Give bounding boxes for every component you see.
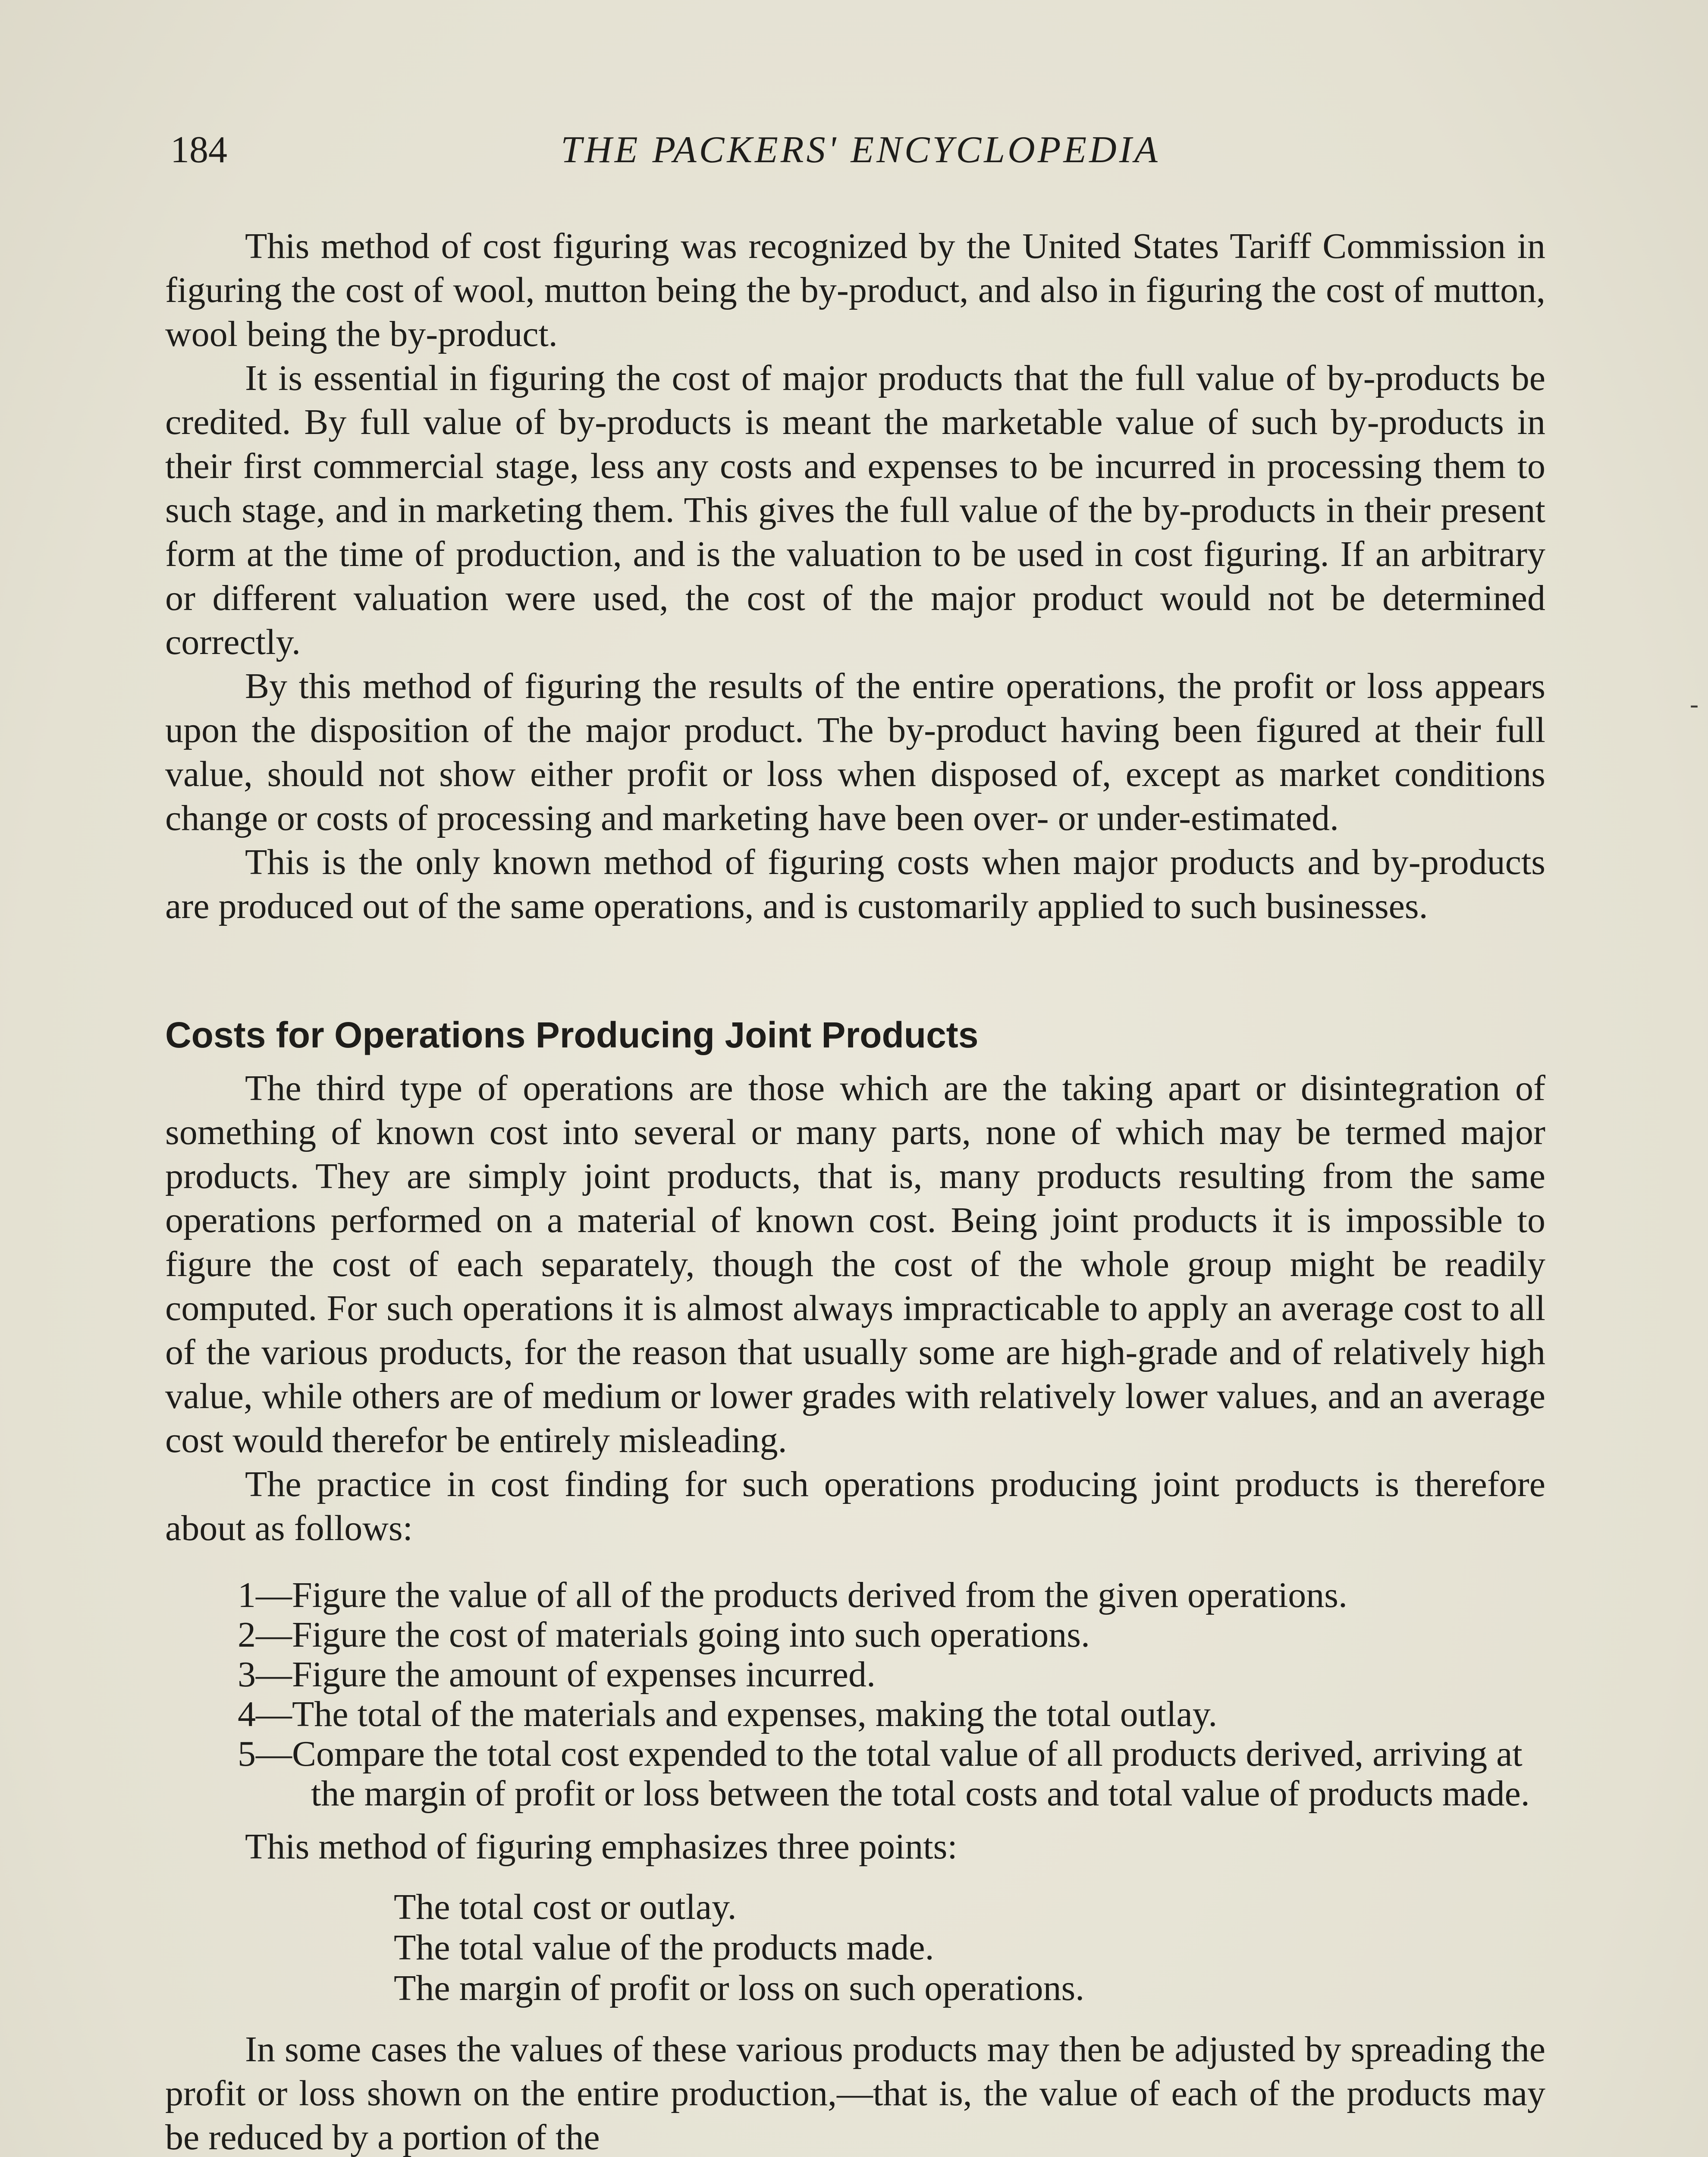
- paragraph-tariff-commission: This method of cost figuring was recognized by the United States Tariff Commission in figuring the cost of wool, mutton being the by-product, and also in figuring the cost of mutton, wool being the by-product.: [165, 226, 1545, 354]
- margin-dot: -: [1690, 690, 1699, 718]
- list-item: 2—Figure the cost of materials going into such operations.: [238, 1615, 1090, 1655]
- paragraph-joint-products: The third type of operations are those which are the taking apart or disintegration of something of known cost into several or many parts, none of which may be termed major products. They are simply joint products, that is, many products resulting from the same operations performed on a material of known cost. Being joint products it is impossible to figure the cost of each separately, though the cost of the whole group might be readily computed. For such operations it is almost always impracticable to apply an average cost to all of the various products, for the reason that usually some are high-grade and of relatively high value, while others are of medium or lower grades with relatively lower values, and an average cost would therefor be entirely misleading.: [165, 1068, 1545, 1460]
- list-item: The total value of the products made.: [394, 1927, 934, 1968]
- three-points-list: [165, 1887, 1545, 2009]
- list-item: 5—Compare the total cost expended to the total value of all products derived, arriving at the margin of profit or loss between the total costs and total value of products made.: [238, 1734, 1530, 1814]
- list-item: The total cost or outlay.: [394, 1887, 737, 1927]
- paragraph-only-known-method: This is the only known method of figuring costs when major products and by-products are produced out of the same operations, and is customarily applied to such businesses.: [165, 842, 1545, 926]
- page-header: [170, 124, 1551, 180]
- list-item: The margin of profit or loss on such operations.: [394, 1968, 1085, 2008]
- three-points-lead-in: This method of figuring emphasizes three points:: [245, 1827, 958, 1867]
- paragraph-adjusted-values: In some cases the values of these various products may then be adjusted by spreading the profit or loss shown on the entire production,—that is, the value of each of the products may be reduced by a portion of the: [165, 2029, 1545, 2157]
- cost-steps-list: [165, 1575, 1545, 1814]
- section-heading: Costs for Operations Producing Joint Products: [165, 1015, 979, 1055]
- page-number: 184: [170, 129, 227, 171]
- page-body: [165, 224, 1545, 2157]
- list-item: 1—Figure the value of all of the products derived from the given operations.: [238, 1575, 1347, 1615]
- paragraph-full-value-by-products: It is essential in figuring the cost of major products that the full value of by-products be credited. By full value of by-products is meant the marketable value of such by-products in their first commercial stage, less any costs and expenses to be incurred in processing them to such stage, and in marketing them. This gives the full value of the by-products in their present form at the time of production, and is the valuation to be used in cost figuring. If an arbitrary or different valuation were used, the cost of the major product would not be determined correctly.: [165, 358, 1545, 662]
- list-item: 3—Figure the amount of expenses incurred.: [238, 1654, 876, 1695]
- list-item: 4—The total of the materials and expenses, making the total outlay.: [238, 1694, 1218, 1734]
- paragraph-profit-or-loss: By this method of figuring the results of the entire operations, the profit or loss appears upon the disposition of the major product. The by-product having been figured at their full value, should not show either profit or loss when disposed of, except as market conditions change or costs of processing and marketing have been over- or under-estimated.: [165, 666, 1545, 838]
- running-title: THE PACKERS' ENCYCLOPEDIA: [561, 129, 1160, 171]
- paragraph-cost-finding-practice: The practice in cost finding for such operations producing joint products is therefore about as follows:: [165, 1464, 1545, 1548]
